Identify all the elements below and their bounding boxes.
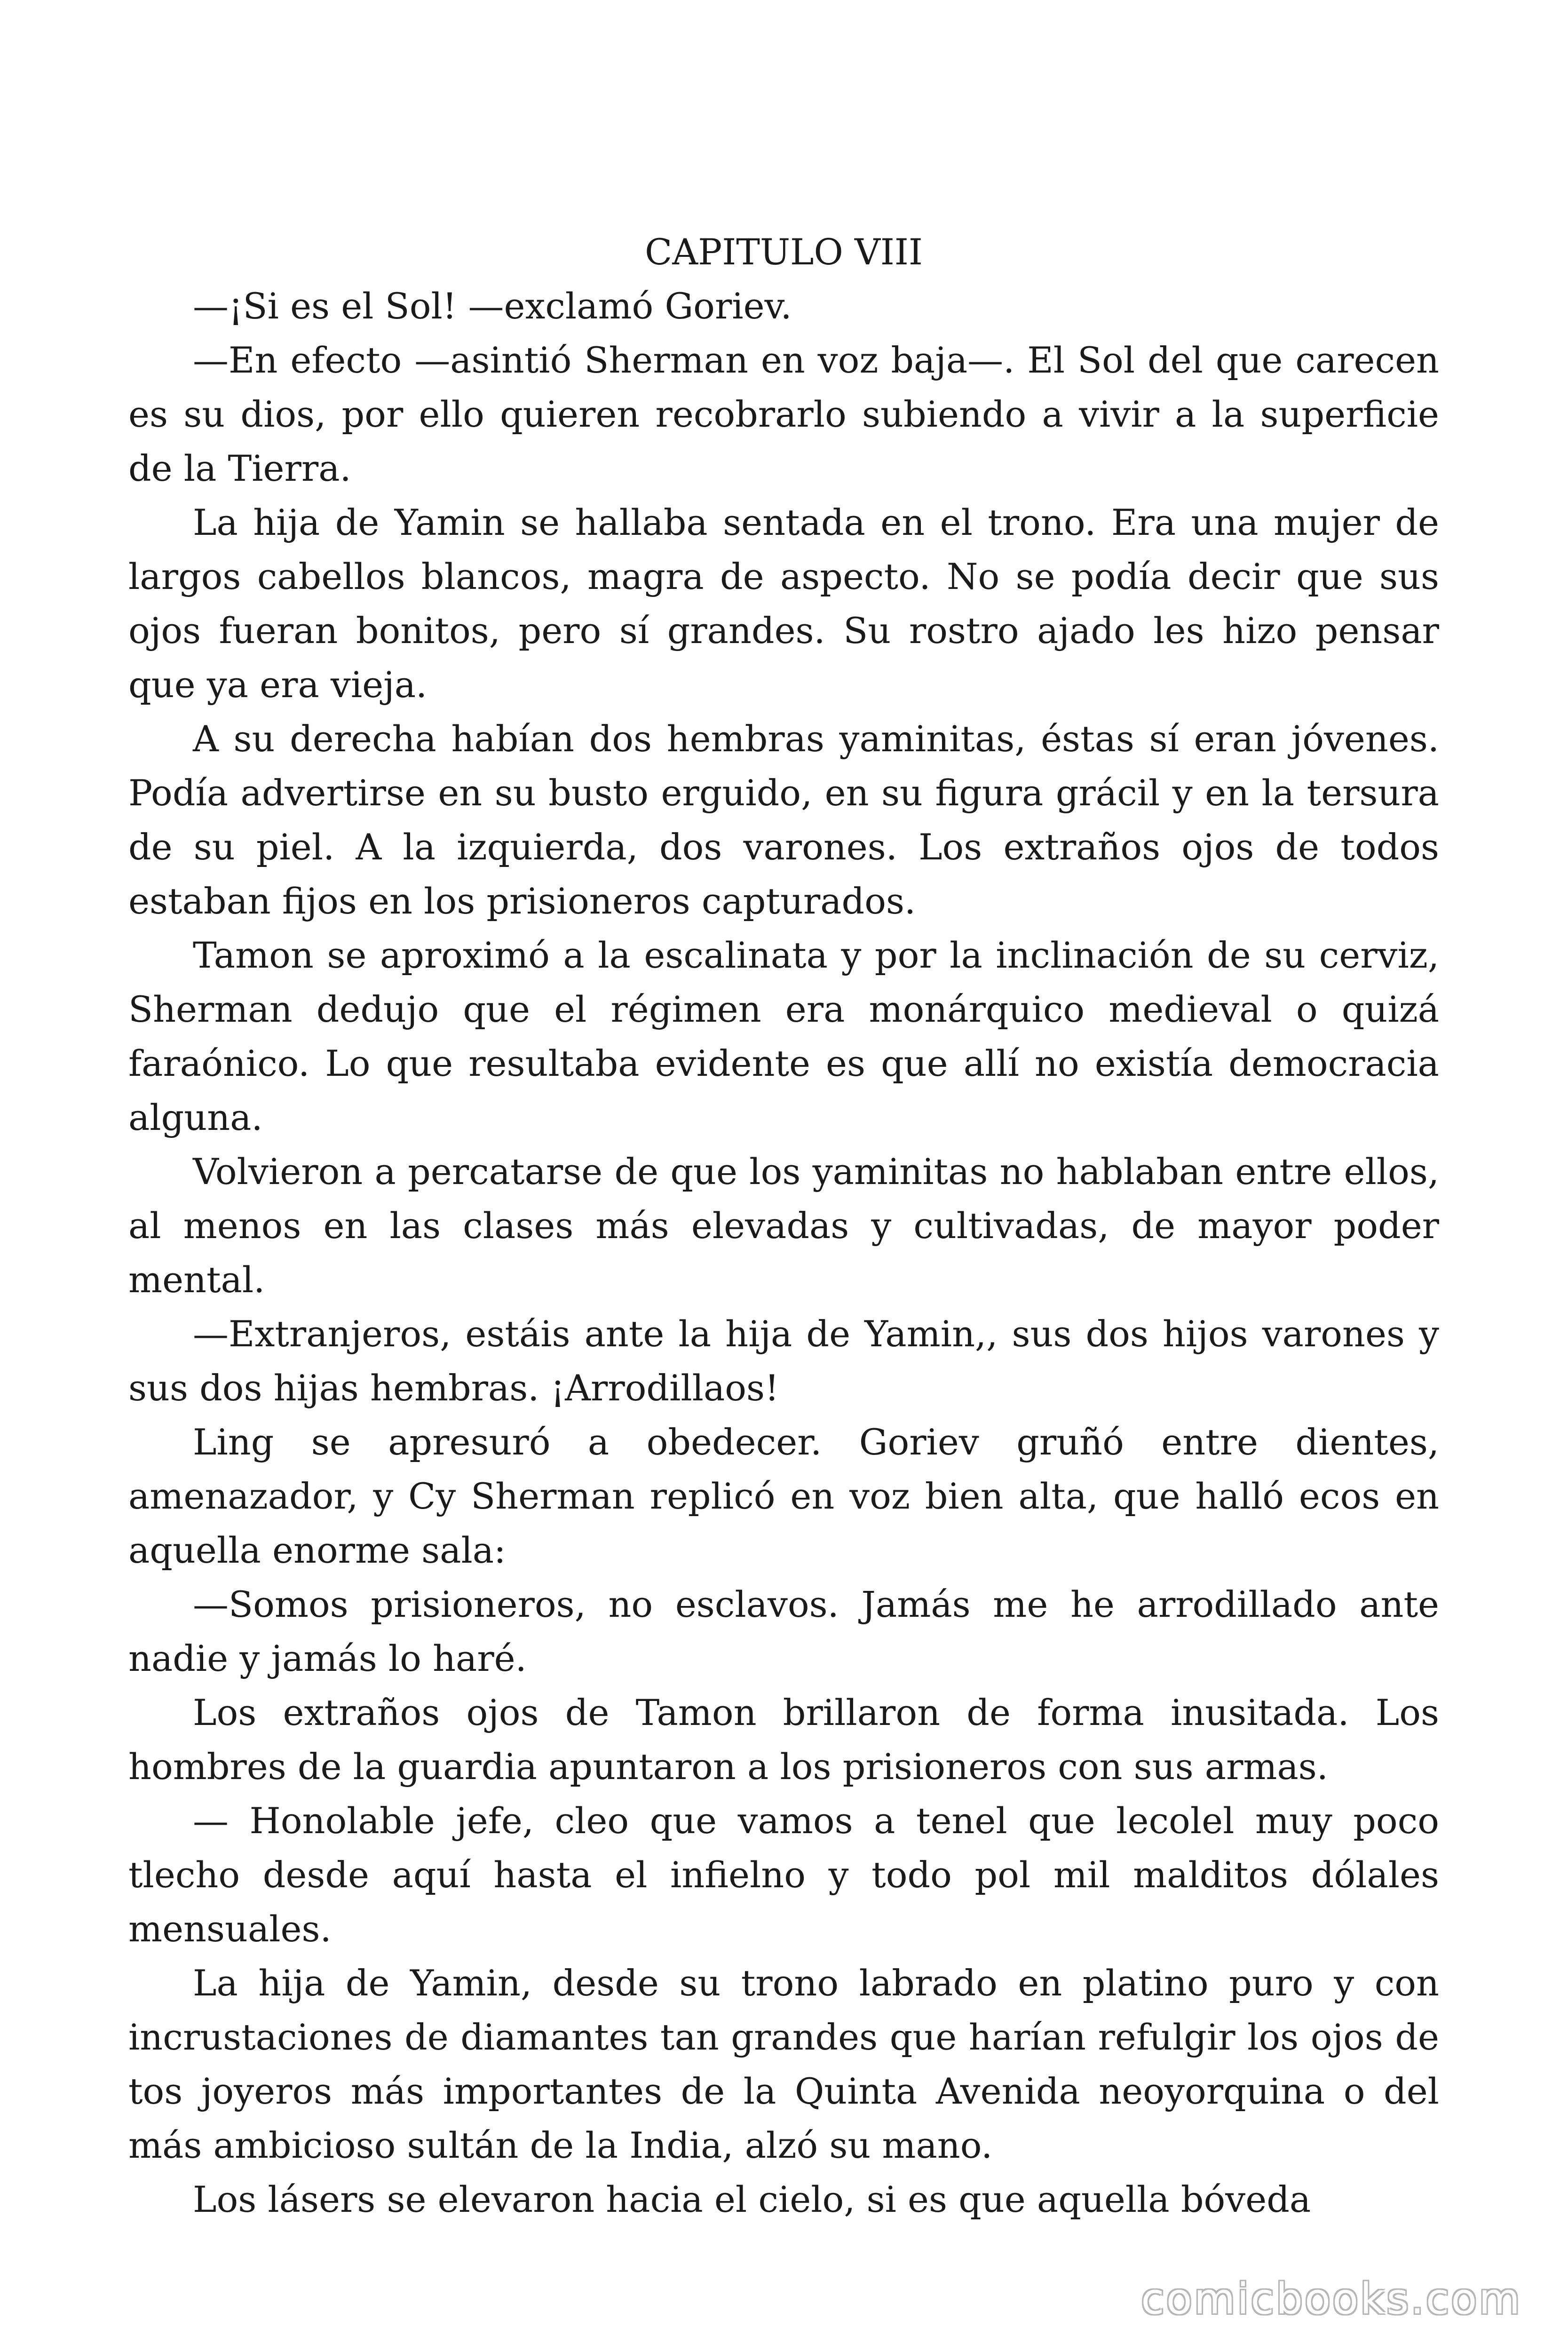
paragraph: Tamon se aproximó a la escalinata y por la inclinación de su cerviz, Sherman dedujo que el régimen era monárquico medieval o quizá faraónico. Lo que resultaba evidente es que allí no existía democracia alguna.	[128, 934, 1439, 1138]
paragraph: A su derecha habían dos hembras yaminitas, éstas sí eran jóvenes. Podía advertirse en su busto erguido, en su figura grácil y en la tersura de su piel. A la izquierda, dos varones. Los extraños ojos de todos estaban fijos en los prisioneros capturados.	[128, 718, 1439, 922]
paragraph: —En efecto —asintió Sherman en voz baja—. El Sol del que carecen es su dios, por ello quieren recobrarlo subiendo a vivir a la superficie de la Tierra.	[128, 339, 1439, 489]
paragraph: —Extranjeros, estáis ante la hija de Yamin,, sus dos hijos varones y sus dos hijas hembras. ¡Arrodillaos!	[128, 1313, 1439, 1409]
paragraph: Los lásers se elevaron hacia el cielo, si es que aquella bóveda	[193, 2178, 1311, 2220]
paragraph: Ling se apresuró a obedecer. Goriev gruñó entre dientes, amenazador, y Cy Sherman replicó en voz bien alta, que halló ecos en aquella enorme sala:	[128, 1421, 1439, 1571]
paragraph: —Somos prisioneros, no esclavos. Jamás me he arrodillado ante nadie y jamás lo haré.	[128, 1583, 1439, 1679]
watermark: comicbooks.com	[1141, 2274, 1522, 2324]
paragraph: La hija de Yamin, desde su trono labrado en platino puro y con incrustaciones de diamantes tan grandes que harían refulgir los ojos de tos joyeros más importantes de la Quinta Avenida neoyorquina o del más ambicioso sultán de la India, alzó su mano.	[128, 1962, 1439, 2166]
paragraph: Volvieron a percatarse de que los yaminitas no hablaban entre ellos, al menos en las clases más elevadas y cultivadas, de mayor poder mental.	[128, 1151, 1439, 1301]
paragraph: La hija de Yamin se hallaba sentada en el trono. Era una mujer de largos cabellos blancos, magra de aspecto. No se podía decir que sus ojos fueran bonitos, pero sí grandes. Su rostro ajado les hizo pensar que ya era vieja.	[128, 501, 1439, 706]
paragraph: — Honolable jefe, cleo que vamos a tenel que lecolel muy poco tlecho desde aquí hasta el infielno y todo pol mil malditos dólales mensuales.	[128, 1800, 1439, 1950]
paragraph: Los extraños ojos de Tamon brillaron de forma inusitada. Los hombres de la guardia apuntaron a los prisioneros con sus armas.	[128, 1692, 1439, 1788]
page-text	[128, 225, 1439, 2226]
paragraph: —¡Si es el Sol! —exclamó Goriev.	[193, 285, 792, 327]
chapter-title: CAPITULO VIII	[645, 231, 923, 273]
